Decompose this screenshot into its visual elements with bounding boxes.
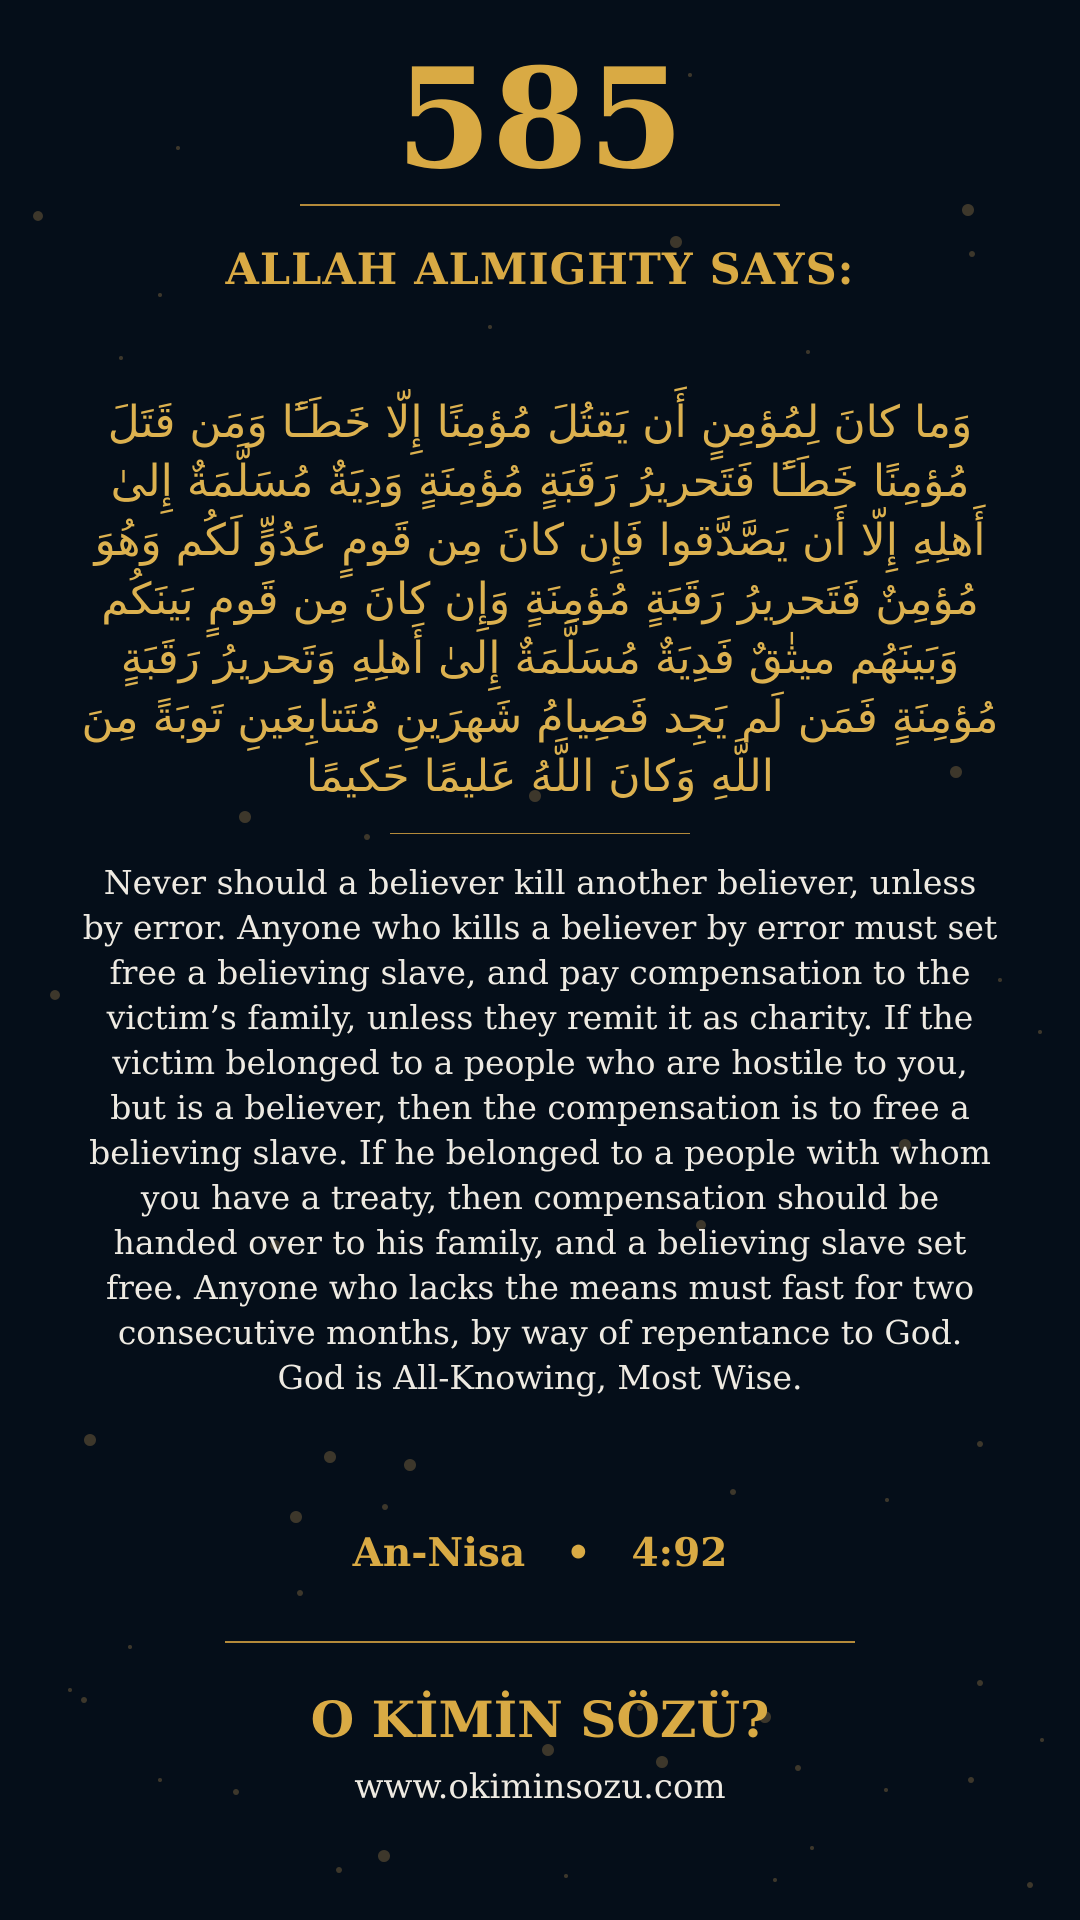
brand-title: O KİMİN SÖZÜ?	[310, 1690, 770, 1749]
surah-name: An-Nisa	[352, 1530, 526, 1576]
website-url: www.okiminsozu.com	[354, 1767, 726, 1807]
divider-top	[300, 204, 780, 206]
card-heading: ALLAH ALMIGHTY SAYS:	[225, 245, 855, 295]
divider-middle	[390, 833, 690, 834]
card-number: 585	[395, 37, 685, 200]
verse-translation: Never should a believer kill another believer, unless by error. Anyone who kills a believer by error must set free a believing slave, and pay compensation to the victim’s family, unless they remit it as charity. If the victim belonged to a people who are hostile to you, but is a believer, then the compensation is to free a believing slave. If he belonged to a people with whom you have a treaty, then compensation should be handed over to his family, and a believing slave set free. Anyone who lacks the means must fast for two consecutive months, by way of repentance to God. God is All-Knowing, Most Wise.	[82, 863, 998, 1397]
verse-reference	[0, 1530, 1080, 1576]
arabic-verse: وَما كانَ لِمُؤمِنٍ أَن يَقتُلَ مُؤمِنًا إِلّا خَطَـًٔا وَمَن قَتَلَ مُؤمِنًا خَطَـًٔا فَتَحريرُ رَقَبَةٍ مُؤمِنَةٍ وَدِيَةٌ مُسَلَّمَةٌ إِلىٰ أَهلِهِ إِلّا أَن يَصَّدَّقوا فَإِن كانَ مِن قَومٍ عَدُوٍّ لَكُم وَهُوَ مُؤمِنٌ فَتَحريرُ رَقَبَةٍ مُؤمِنَةٍ وَإِن كانَ مِن قَومٍ بَينَكُم وَبَينَهُم ميثٰقٌ فَدِيَةٌ مُسَلَّمَةٌ إِلىٰ أَهلِهِ وَتَحريرُ رَقَبَةٍ مُؤمِنَةٍ فَمَن لَم يَجِد فَصِيامُ شَهرَينِ مُتَتابِعَينِ تَوبَةً مِنَ اللَّهِ وَكانَ اللَّهُ عَليمًا حَكيمًا	[81, 397, 999, 802]
separator-bullet: •	[565, 1530, 591, 1576]
divider-bottom	[225, 1641, 855, 1643]
verse-number: 4:92	[631, 1530, 728, 1576]
